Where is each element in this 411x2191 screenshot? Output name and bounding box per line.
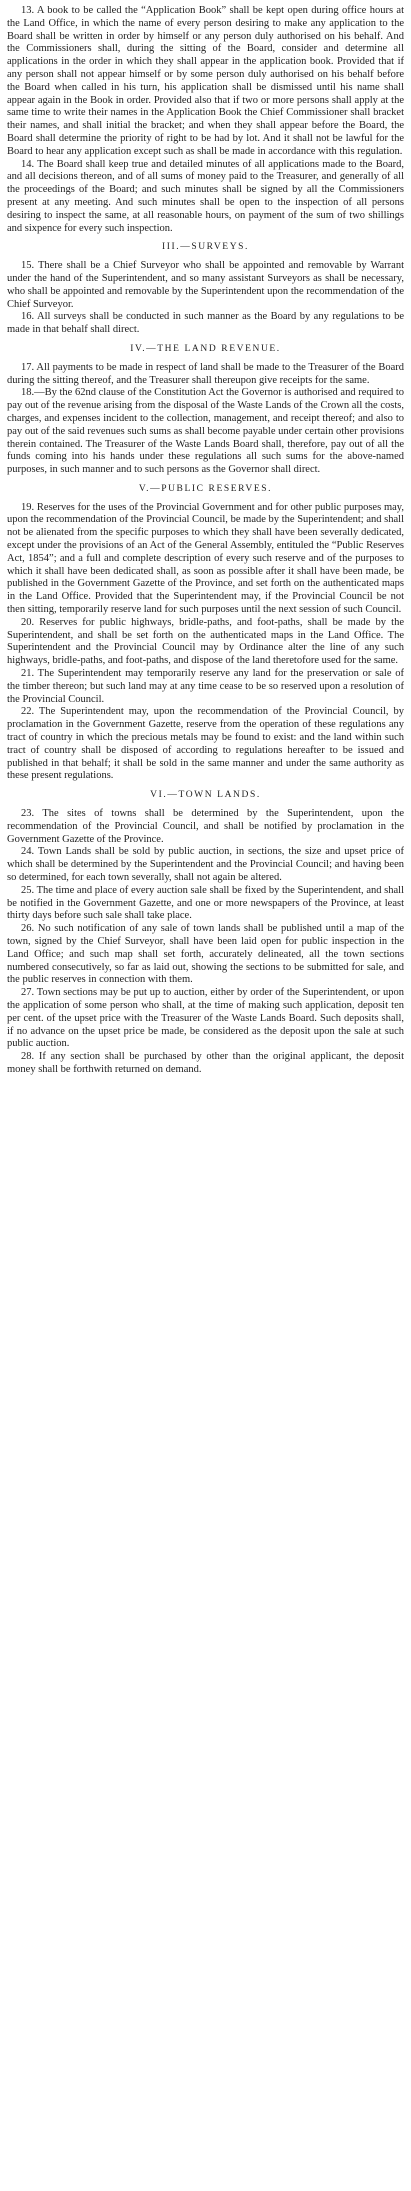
section-heading: V.—PUBLIC RESERVES. [138,483,273,494]
clause-paragraph: 25. The time and place of every auction sale shall be fixed by the Superintendent, and shall be notified in the Government Gazette, and one or more newspapers of the Province, at least thirty days before such sale shall take place. [7,884,404,922]
clause-paragraph: 22. The Superintendent may, upon the recommendation of the Provincial Council, by proclamation in the Government Gazette, reserve from the operation of these regulations any tract of country in which the precious metals may be found to exist: and the land within such tract of country shall be disposed of according to regulations hereafter to be issued and published in that behalf; it shall be sold in the same manner and under the same authority as these present regulations. [7,706,404,782]
clause-paragraph: 21. The Superintendent may temporarily reserve any land for the preservation or sale of the timber thereon; but such land may at any time cease to be so reserved upon a resolution of the Provincial Council. [7,668,404,705]
section-heading: IV.—THE LAND REVENUE. [130,343,281,354]
clause-paragraph: 28. If any section shall be purchased by other than the original applicant, the deposit money shall be forthwith returned on demand. [7,1051,404,1075]
clause-paragraph: 24. Town Lands shall be sold by public auction, in sections, the size and upset price of which shall be determined by the Superintendent and the Provincial Council; and having been so determined, for each town severally, shall not again be altered. [7,846,404,883]
clause-paragraph: 27. Town sections may be put up to auction, either by order of the Superintendent, or upon the application of some person who shall, at the time of making such application, deposit ten per cent. of the upset price with the Treasurer of the Waste Lands Board. Such deposits shall, if no advance on the upset price be made, be considered as the deposit upon the sale at such public auction. [7,987,404,1050]
clause-paragraph: 17. All payments to be made in respect of land shall be made to the Treasurer of the Board during the sitting thereof, and the Treasurer shall thereupon give receipts for the same. [7,361,404,386]
clause-paragraph: 13. A book to be called the “Application Book” shall be kept open during office hours at the Land Office, in which the name of every person desiring to make any application to the Board shall be written in order by himself or any person duly authorised on his behalf. And the Commissioners shall, during the sitting of the Board, consider and determine all applications in the order in which they shall appear in the application book. Provided that if any person shall not appear himself or by some person duly authorised on his behalf before the Board when called in his turn, his application shall be dismissed until his name shall appear again in the Book in order. Provided also that if two or more persons shall apply at the same time to write their names in the Application Book the Chief Commissioner shall bracket their names, and shall initial the bracket; and when they shall appear before the Board, the Board shall determine the priority of right to be had by lot. And it shall not be lawful for the Board to hear any application except such as shall be made in accordance with this regulation. [7,5,404,157]
clause-paragraph: 14. The Board shall keep true and detailed minutes of all applications made to the Board, and all decisions thereon, and of all sums of money paid to the Treasurer, and generally of all the proceedings of the Board; and such minutes shall be signed by all the Commissioners present at any meeting. And such minutes shall be open to the inspection of all persons desiring to inspect the same, at all reasonable hours, on payment of the sum of two shillings and sixpence for every such inspection. [7,158,404,234]
clause-paragraph: 19. Reserves for the uses of the Provincial Government and for other public purposes may, upon the recommendation of the Provincial Council, be made by the Superintendent; and shall not be alienated from the specific purposes to which they shall have been severally dedicated, except under the provisions of an Act of the General Assembly, entituled the “Public Reserves Act, 1854”; and a full and complete description of every such reserve and of the purposes to which it shall have been dedicated shall, as soon as possible after it shall have been made, be published in the Government Gazette of the Province, and set forth on the authenticated maps in the Land Office. Provided that the Superintendent may, if the Provincial Council be not then sitting, temporarily reserve land for such purposes until the next session of such Council. [7,501,404,616]
clause-paragraph: 15. There shall be a Chief Surveyor who shall be appointed and removable by Warrant under the hand of the Superintendent, and so many assistant Surveyors as shall be necessary, who shall be appointed and removable by the Superintendent upon the recommendation of the Chief Surveyor. [7,260,404,310]
clause-paragraph: 16. All surveys shall be conducted in such manner as the Board by any regulations to be made in that behalf shall direct. [7,311,404,336]
clause-paragraph: 23. The sites of towns shall be determined by the Superintendent, upon the recommendation of the Provincial Council, and shall be notified by proclamation in the Government Gazette of the Province. [7,808,404,845]
clause-paragraph: 18.—By the 62nd clause of the Constitution Act the Governor is authorised and required to pay out of the revenue arising from the disposal of the Waste Lands of the Crown all the costs, charges, and expenses incident to the collection, management, and receipt thereof; and also to pay out of the said revenues such sums as shall become payable under certain other provisions therein contained. The Treasurer of the Waste Lands Board shall, therefore, pay out of all the funds coming into his hands under these regulations all such sums for the above-named purposes, in such manner and to such persons as the Governor shall direct. [7,387,404,476]
clause-paragraph: 26. No such notification of any sale of town lands shall be published until a map of the town, signed by the Chief Surveyor, shall have been laid open for public inspection in the Land Office; and such map shall set forth, accurately delineated, all the town sections numbered consecutively, so far as laid out, showing the sections to be submitted for sale, and the public reserves in connection with them. [7,923,404,986]
section-heading: III.—SURVEYS. [161,242,250,253]
section-heading: VI.—TOWN LANDS. [150,790,261,801]
clause-paragraph: 20. Reserves for public highways, bridle-paths, and foot-paths, shall be made by the Superintendent, and shall be set forth on the authenticated maps in the Land Office. The Superintendent and the Provincial Council may by Ordinance alter the line of any such highways, bridle-paths, and foot-paths, and dispose of the land theretofore used for the same. [7,616,404,667]
